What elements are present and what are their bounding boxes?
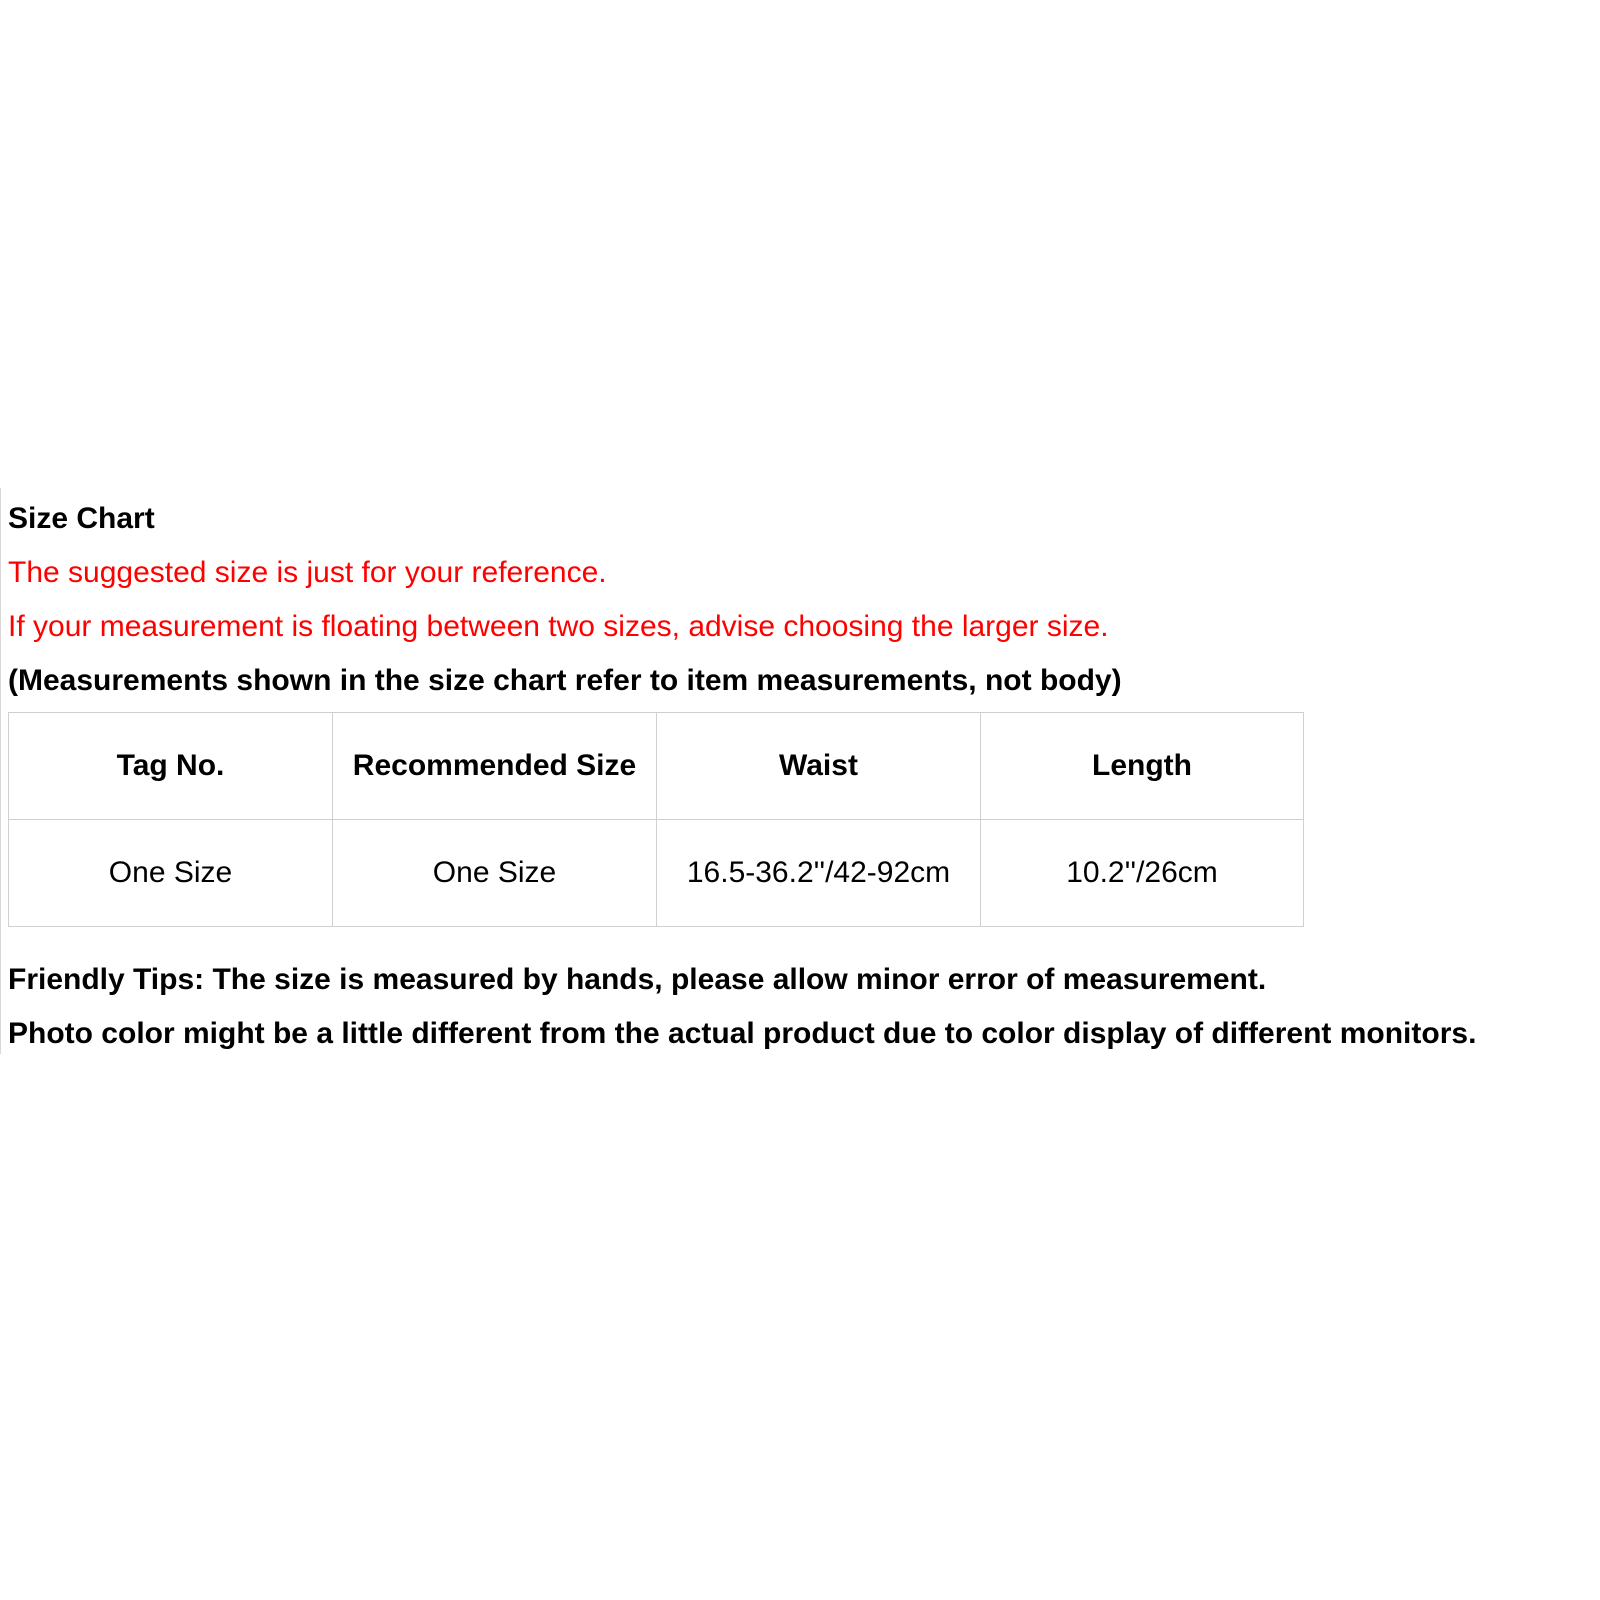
friendly-tips: Friendly Tips: The size is measured by hands, please allow minor error of measurement. — [8, 963, 1267, 996]
cell-waist: 16.5-36.2''/42-92cm — [657, 820, 981, 927]
size-table — [8, 712, 1304, 927]
header-waist: Waist — [657, 713, 981, 820]
size-chart-section — [8, 492, 1598, 1061]
cell-recommended-size: One Size — [333, 820, 657, 927]
photo-color-tip: Photo color might be a little different from the actual product due to color display of different monitors. — [8, 1017, 1477, 1050]
table-header-row — [9, 713, 1304, 820]
header-recommended-size: Recommended Size — [333, 713, 657, 820]
larger-size-note: If your measurement is floating between two sizes, advise choosing the larger size. — [8, 610, 1109, 643]
cell-tag-no: One Size — [9, 820, 333, 927]
size-chart-heading: Size Chart — [8, 502, 155, 535]
header-length: Length — [981, 713, 1304, 820]
cell-length: 10.2''/26cm — [981, 820, 1304, 927]
left-border-line — [0, 488, 1, 1054]
measurement-note: (Measurements shown in the size chart refer to item measurements, not body) — [8, 664, 1122, 697]
table-row — [9, 820, 1304, 927]
header-tag-no: Tag No. — [9, 713, 333, 820]
reference-note: The suggested size is just for your reference. — [8, 556, 607, 589]
